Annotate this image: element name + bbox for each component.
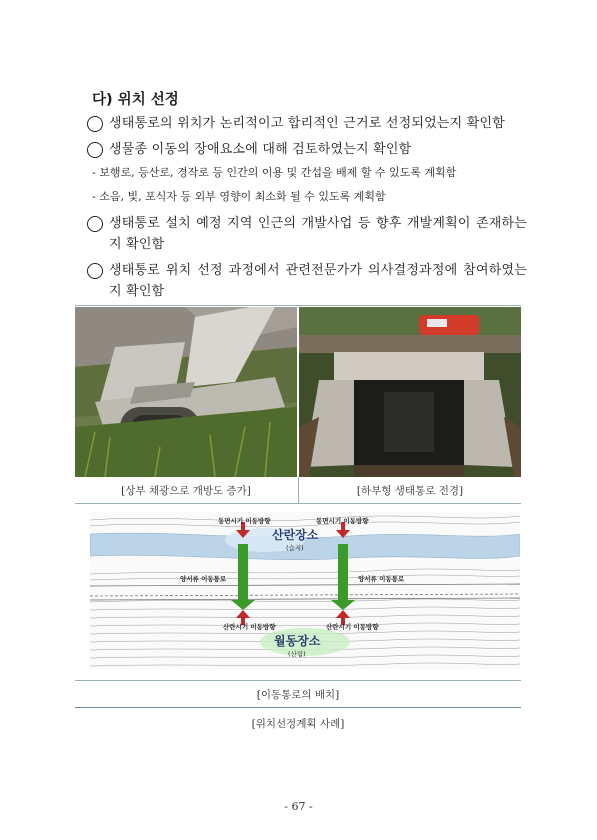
top-left-direction-label: 동면시기 이동방향 — [218, 517, 271, 525]
right-path-label: 양서류 이동통로 — [358, 575, 405, 583]
section-heading: 다) 위치 선정 — [92, 92, 179, 108]
checklist-item: 생태통로 위치 선정 과정에서 관련전문가가 의사결정과정에 참여하였는지 확인함 — [87, 260, 527, 302]
checklist-item: 생태통로 설치 예정 지역 인근의 개발사업 등 향후 개발계획이 존재하는지 확인함 — [87, 213, 527, 255]
circle-bullet-icon — [87, 142, 103, 158]
figure-caption: [위치선정계획 사례] — [251, 718, 345, 730]
bottom-right-direction-label: 산란시기 이동방향 — [326, 623, 379, 631]
bottom-left-direction-label: 산란시기 이동방향 — [223, 623, 276, 631]
spawning-site-label: 산란장소 — [272, 528, 319, 542]
diagram-caption: [이동통로의 배치] — [256, 689, 340, 701]
circle-bullet-icon — [87, 263, 103, 279]
figure-bottom-rule — [75, 707, 521, 708]
circle-bullet-icon — [87, 116, 103, 132]
circle-bullet-icon — [87, 216, 103, 232]
top-right-direction-label: 동면시기 이동방향 — [316, 517, 369, 525]
passage-layout-diagram — [90, 512, 520, 669]
sub-item: - 소음, 빛, 포식자 등 외부 영향이 최소화 될 수 있도록 계획함 — [92, 190, 386, 203]
sub-item: - 보행로, 등산로, 경작로 등 인간의 이용 및 간섭을 배제 할 수 있도록 계획함 — [92, 166, 457, 179]
wintering-site-label: 월동장소 — [274, 634, 321, 648]
checklist-item: 생태통로의 위치가 논리적이고 합리적인 근거로 선정되었는지 확인함 — [87, 113, 527, 134]
overpass-photo — [75, 307, 297, 477]
wintering-site-sub: (산림) — [288, 650, 306, 658]
page-number: - 67 - — [284, 800, 313, 813]
underpass-photo — [299, 307, 521, 477]
photo-bottom-rule — [75, 503, 521, 504]
figure-top-rule — [75, 305, 521, 306]
diagram-bottom-rule — [75, 680, 521, 681]
spawning-site-sub: (습지) — [286, 544, 304, 552]
left-photo-caption: [상부 채광으로 개방도 증가] — [121, 485, 251, 497]
right-photo-caption: [하부형 생태통로 전경] — [356, 485, 464, 497]
left-path-label: 양서류 이동통로 — [180, 575, 227, 583]
checklist-item: 생물종 이동의 장애요소에 대해 검토하였는지 확인함 — [87, 139, 527, 160]
